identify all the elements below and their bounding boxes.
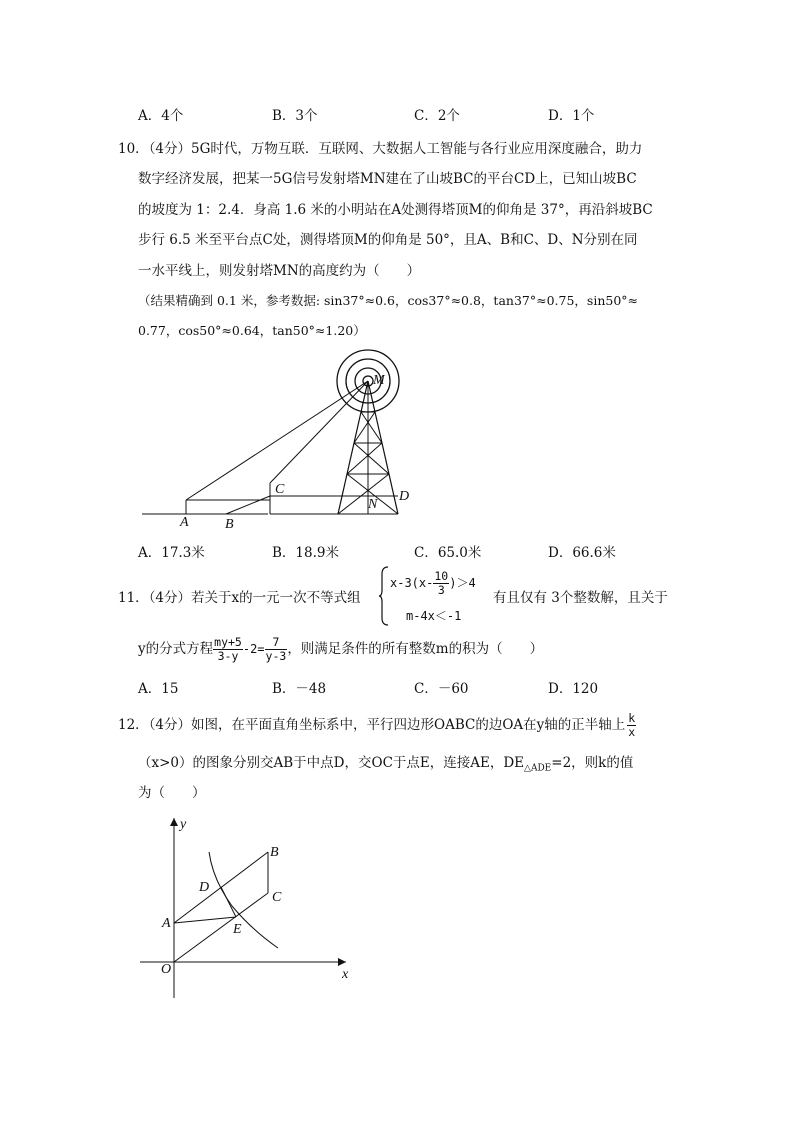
q10-option-a[interactable]: A．17.3米 bbox=[138, 545, 205, 561]
q11-eq-frac1-den: 3-y bbox=[217, 649, 239, 663]
q9-option-b[interactable]: B．3个 bbox=[272, 108, 318, 124]
label-M: M bbox=[373, 373, 385, 388]
q12-label-x: x bbox=[342, 967, 349, 982]
q10-points: （4分） bbox=[148, 141, 192, 157]
q9-option-d[interactable]: D．1个 bbox=[548, 108, 595, 124]
label-C: C bbox=[275, 482, 285, 497]
q11-line1-end: 有且仅有 3个整数解，且关于 bbox=[493, 590, 668, 606]
q12-line1-text: 如图，在平面直角坐标系中，平行四边形OABC的边OA在y轴的正半轴上 bbox=[191, 717, 626, 733]
q11-ineq1-right: )＞4 bbox=[449, 576, 476, 590]
q11-points: （4分） bbox=[148, 590, 192, 606]
q12-k-num: k bbox=[628, 711, 636, 725]
q11-eq-mid: -2= bbox=[242, 642, 265, 656]
q11-eq-frac1-num: my+5 bbox=[214, 635, 242, 649]
q12-line2-end: =2，则k的值 bbox=[551, 755, 634, 771]
label-D: D bbox=[399, 489, 410, 504]
q11-ineq1-frac-num: 10 bbox=[434, 569, 449, 583]
q10-note-line1: （结果精确到 0.1 米，参考数据: sin37°≈0.6，cos37°≈0.8，tan37°≈0.75，sin50°≈ bbox=[138, 293, 639, 308]
q11-line2-start: y的分式方程 bbox=[138, 641, 214, 657]
label-B: B bbox=[225, 517, 234, 532]
q12-line3: 为（ ） bbox=[138, 785, 206, 801]
q10-line1-text: 5G时代，万物互联．互联网、大数据人工智能与各行业应用深度融合，助力 bbox=[191, 141, 643, 157]
q10-line5: 一水平线上，则发射塔MN的高度约为（ ） bbox=[138, 263, 421, 279]
q11-ineq1-frac-den: 3 bbox=[437, 583, 445, 597]
q10-option-d[interactable]: D．66.6米 bbox=[548, 545, 616, 561]
q11-ineq1-left: x-3(x- bbox=[390, 576, 434, 590]
q11-eq-frac2-num: 7 bbox=[265, 636, 288, 650]
q12-label-C: C bbox=[272, 890, 282, 905]
q12-k-den: x bbox=[628, 725, 636, 739]
q10-note-line2: 0.77，cos50°≈0.64，tan50°≈1.20） bbox=[138, 323, 366, 338]
q11-option-d[interactable]: D．120 bbox=[548, 681, 599, 697]
q12-triangle-sub: △ADE bbox=[524, 763, 552, 774]
q11-intro: 若关于x的一元一次不等式组 bbox=[191, 590, 361, 606]
q11-inequality-2: m-4x＜-1 bbox=[406, 609, 462, 623]
q12-number: 12． bbox=[118, 717, 149, 733]
q11-line2-end: ，则满足条件的所有整数m的积为（ ） bbox=[287, 641, 544, 657]
q10-line3: 的坡度为 1：2.4．身高 1.6 米的小明站在A处测得塔顶M的仰角是 37°，再沿斜坡BC bbox=[138, 202, 653, 218]
q9-option-c[interactable]: C．2个 bbox=[414, 108, 460, 124]
q12-line2-text: （x>0）的图象分别交AB于中点D，交OC于点E，连接AE，DE bbox=[138, 755, 525, 771]
q10-option-c[interactable]: C．65.0米 bbox=[414, 545, 482, 561]
q12-label-E: E bbox=[233, 922, 242, 937]
q11-option-a[interactable]: A．15 bbox=[138, 681, 179, 697]
q12-label-D: D bbox=[199, 880, 210, 895]
q11-option-b[interactable]: B．－48 bbox=[272, 681, 327, 697]
q11-eq-frac2-den: y-3 bbox=[265, 649, 287, 663]
q12-label-B: B bbox=[270, 845, 279, 860]
q10-number: 10． bbox=[118, 141, 149, 157]
q12-points: （4分） bbox=[148, 717, 192, 733]
q10-option-b[interactable]: B．18.9米 bbox=[272, 545, 339, 561]
q11-number: 11． bbox=[118, 590, 149, 606]
q12-label-y: y bbox=[180, 817, 187, 832]
q10-line4: 步行 6.5 米至平台点C处，测得塔顶M的仰角是 50°，且A、B和C、D、N分别在同 bbox=[138, 232, 638, 248]
q12-label-O: O bbox=[161, 962, 172, 977]
label-N: N bbox=[368, 497, 378, 512]
q11-option-c[interactable]: C．－60 bbox=[414, 681, 469, 697]
q10-line2: 数字经济发展，把某一5G信号发射塔MN建在了山坡BC的平台CD上，已知山坡BC bbox=[138, 171, 637, 187]
q12-label-A: A bbox=[162, 916, 171, 931]
label-A: A bbox=[180, 515, 189, 530]
q9-option-a[interactable]: A．4个 bbox=[138, 108, 184, 124]
